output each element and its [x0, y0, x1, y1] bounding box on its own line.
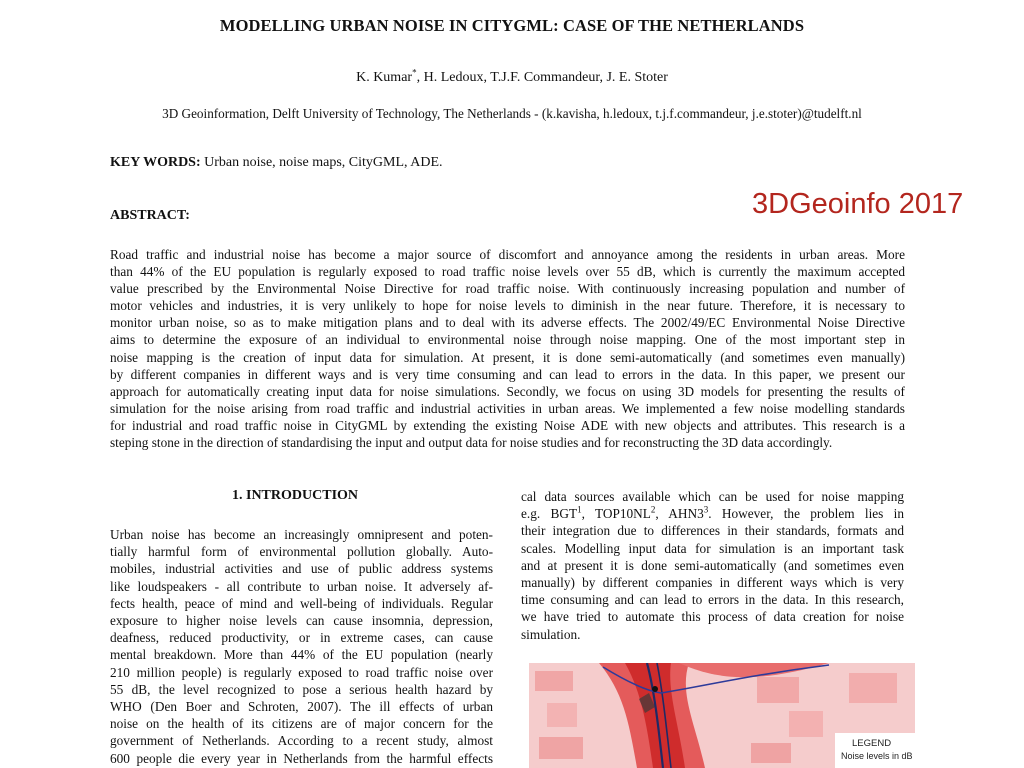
- abstract-line: noise mapping is the creation of input data for simulation. At present, it is done semi-automatically (and sometimes even manually): [110, 349, 905, 365]
- abstract-line: Road traffic and industrial noise has become a major source of discomfort and annoyance among the residents in urban areas. More: [110, 247, 905, 262]
- footnote-mark: 2: [650, 504, 656, 515]
- body-line: noise on the health of its citizens are of major concern for the: [110, 716, 493, 732]
- keywords-label: KEY WORDS:: [110, 155, 201, 170]
- body-line: we have tried to automate this process of data creation for noise: [521, 609, 904, 625]
- footnote-mark: 1: [577, 504, 582, 515]
- body-line: and at present it is done semi-automatically (and sometimes even: [521, 557, 904, 573]
- body-line: fects health, peace of mind and well-being of individuals. Regular: [110, 595, 493, 611]
- abstract-line: approach for automatically creating input data for noise simulations. Secondly, we focus on using 3D models for presenting the results of: [110, 383, 905, 399]
- paper-title: MODELLING URBAN NOISE IN CITYGML: CASE OF THE NETHERLANDS: [219, 16, 805, 35]
- corresponding-author-mark: *: [412, 67, 417, 78]
- body-line: exposure to higher noise levels can cause insomnia, depression,: [110, 613, 493, 629]
- author-list: [0, 67, 1024, 86]
- map-legend: [835, 733, 915, 768]
- body-line: 210 million people) is regularly exposed to road traffic noise over: [110, 664, 493, 680]
- abstract-line: by different companies in different ways and is very time consuming and can lead to errors in the data. In this paper, we present our: [110, 366, 905, 382]
- abstract-line: than 44% of the EU population is regularly exposed to road traffic noise levels over 55 dB, which is currently the maximum accepted: [110, 264, 905, 280]
- body-text: . However, the problem lies in: [708, 506, 905, 522]
- other-authors: , H. Ledoux, T.J.F. Commandeur, J. E. Stoter: [416, 70, 668, 85]
- body-line: deafness, reduced productivity, or in extreme cases, can cause: [110, 630, 493, 646]
- body-line: 55 dB, the level recognized to pose a serious health hazard by: [110, 681, 493, 697]
- footnote-mark: 3: [703, 504, 709, 515]
- body-line: government of Netherlands. According to a recent study, almost: [110, 733, 493, 749]
- legend-title: LEGEND: [852, 738, 892, 749]
- introduction-right-column: [521, 488, 904, 643]
- keywords: [110, 155, 443, 171]
- body-line: like loudspeakers - all contribute to urban noise. It adversely af-: [110, 578, 493, 594]
- abstract-line: for industrial and road traffic noise in CityGML by extending the existing Noise ADE with new objects and attributes. This research is a: [110, 417, 905, 433]
- abstract-heading: ABSTRACT:: [110, 208, 190, 223]
- body-line: their integration due to differences in their standards, formats and: [521, 523, 904, 539]
- abstract-line: aims to determine the exposure of an individual to environmental noise through noise mapping. One of the most important step in: [110, 332, 905, 348]
- introduction-left-column: [110, 526, 493, 767]
- body-line: mental breakdown. More than 44% of the EU population (nearly: [110, 647, 493, 663]
- abstract-line: motor vehicles and industries, it is very unlikely to hope for noise levels to diminish in the near future. Therefore, it is necessary to: [110, 298, 905, 314]
- introduction-heading: 1. INTRODUCTION: [232, 488, 359, 503]
- legend-subtitle: Noise levels in dB: [841, 751, 913, 761]
- first-author: K. Kumar: [356, 70, 413, 85]
- body-line: cal data sources available which can be used for noise mapping: [521, 489, 904, 504]
- body-line: manually) by different companies in different ways which is very: [521, 575, 904, 591]
- abstract-body: [110, 246, 905, 451]
- body-text: e.g. BGT: [521, 506, 578, 522]
- body-line: scales. Modelling input data for simulation is an important task: [521, 540, 904, 556]
- body-line: tially harmful form of environmental pollution globally. Auto-: [110, 544, 493, 560]
- abstract-line: simulation for the noise arising from road traffic and industrial activities in urban areas. We implemented a few noise modelling standards: [110, 400, 905, 416]
- body-line: simulation.: [521, 626, 581, 642]
- body-line: 600 people die every year in Netherlands from the harmful effects: [110, 750, 493, 766]
- abstract-line: steping stone in the direction of standardising the input and output data for noise studies and for reconstructing the 3D data accordingly.: [110, 435, 833, 451]
- body-line: mobiles, industrial activities and use of public address systems: [110, 561, 493, 577]
- body-line-footnotes: [521, 505, 904, 522]
- body-text: , AHN3: [655, 506, 704, 522]
- abstract-line: monitor urban noise, so as to make mitigation plans and to deal with its adverse effects. The 2002/49/EC Environmental Noise Directive: [110, 315, 905, 331]
- affiliation: 3D Geoinformation, Delft University of Technology, The Netherlands - (k.kavisha, h.ledoux, t.j.f.commandeur, j.e.stoter)@tudelft.nl: [162, 106, 862, 121]
- abstract-line: value prescribed by the Environmental Noise Directive for road traffic noise. With continuously increasing population and number of: [110, 281, 905, 297]
- body-line: time consuming and can lead to errors in the data. In this research,: [521, 592, 904, 608]
- keywords-text: Urban noise, noise maps, CityGML, ADE.: [200, 155, 443, 170]
- noise-map-figure: [529, 663, 915, 768]
- body-line: WHO (Den Boer and Schroten, 2007). The ill effects of urban: [110, 699, 493, 715]
- conference-label: 3DGeoinfo 2017: [752, 188, 964, 220]
- body-text: , TOP10NL: [581, 506, 651, 522]
- body-line: Urban noise has become an increasingly omnipresent and poten-: [110, 527, 493, 542]
